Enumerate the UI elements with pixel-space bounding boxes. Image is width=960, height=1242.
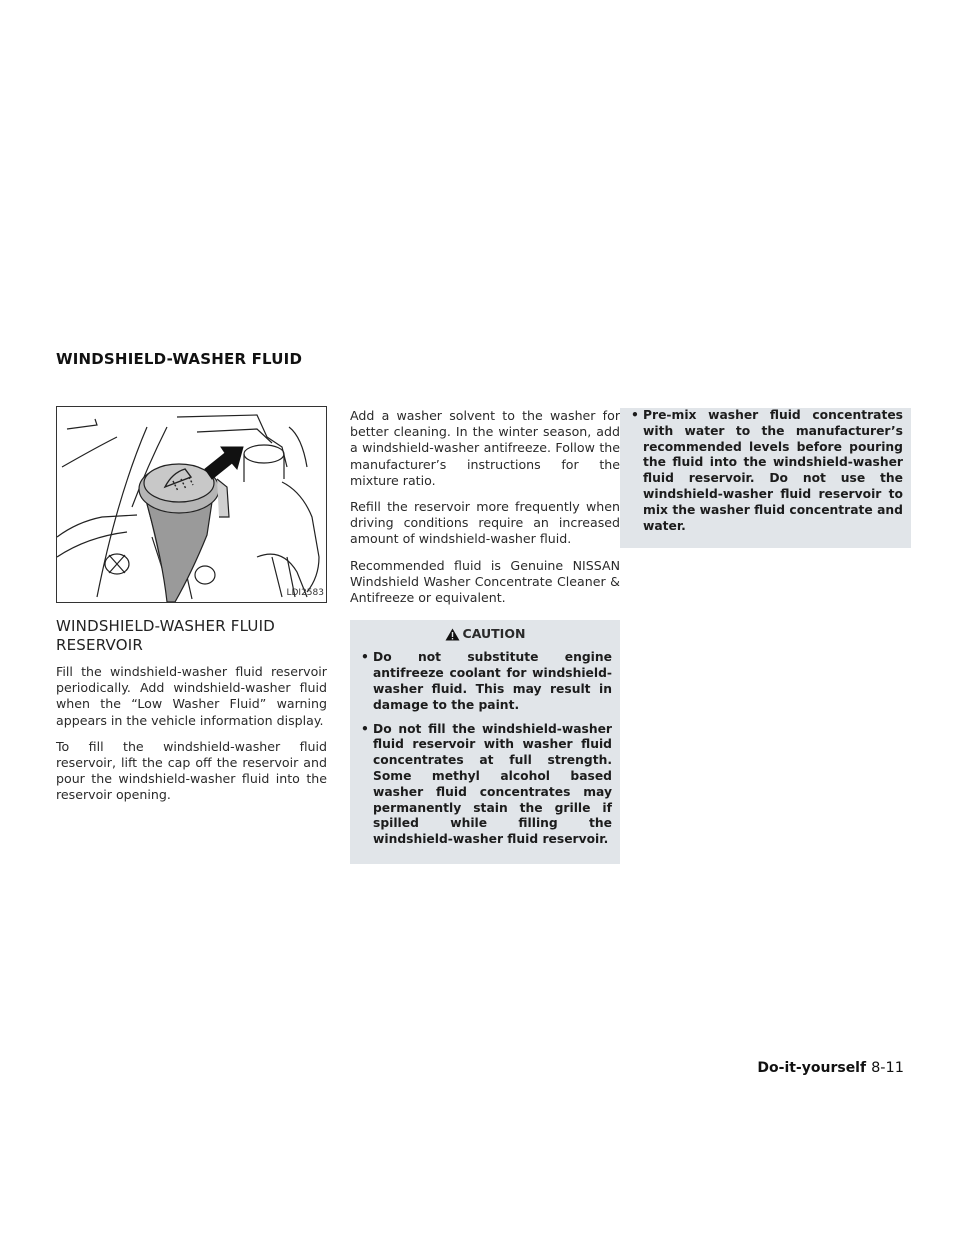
figure-label: LDI2583 (286, 587, 324, 598)
subheading: WINDSHIELD-WASHER FLUID RESERVOIR (56, 617, 275, 654)
column-1 (56, 406, 327, 814)
page-number: 8-11 (871, 1060, 904, 1076)
caution-continuation (620, 408, 911, 548)
caution-title: CAUTION (462, 626, 526, 642)
paragraph: Add a washer solvent to the washer for better cleaning. In the winter season, add a windshield-washer antifreeze. Follow the manufacturer’s instructions for the mixture ratio. (350, 408, 620, 488)
caution-item: • Pre-mix washer fluid concentrates with water to the manufacturer’s recommended levels before pouring the fluid into the windshield-washer fluid reservoir. Do not use the windshield-washer fluid reservoir to mix the washer fluid concentrate and water. (628, 408, 903, 534)
paragraph: Refill the reservoir more frequently when driving conditions require an increased amount of windshield-washer fluid. (350, 499, 620, 547)
reservoir-illustration (56, 406, 327, 603)
reservoir-drawing (57, 407, 326, 602)
caution-box (350, 620, 620, 864)
caution-header (358, 626, 612, 642)
caution-item: • Do not substitute engine antifreeze coolant for windshield-washer fluid. This may result in damage to the paint. (358, 650, 612, 713)
paragraph: To fill the windshield-washer fluid reservoir, lift the cap off the reservoir and pour the windshield-washer fluid into the reservoir opening. (56, 738, 327, 803)
caution-item: • Do not fill the windshield-washer fluid reservoir with washer fluid concentrates at full strength. Some methyl alcohol based washer fluid concentrates may permanently stain the grille if spilled while filling the windshield-washer fluid reservoir. (358, 722, 612, 848)
column-2 (350, 408, 620, 864)
column-3 (620, 408, 911, 548)
paragraph: Recommended fluid is Genuine NISSAN Windshield Washer Concentrate Cleaner & Antifreeze or equivalent. (350, 557, 620, 606)
paragraph: Fill the windshield-washer fluid reservoir periodically. Add windshield-washer fluid when the “Low Washer Fluid” warning appears in the vehicle information display. (56, 664, 327, 728)
caution-list (358, 650, 612, 848)
caution-list-continued (628, 408, 903, 534)
section-title: WINDSHIELD-WASHER FLUID (56, 350, 303, 368)
chapter-name: Do-it-yourself (757, 1060, 867, 1076)
warning-triangle-icon (445, 628, 460, 641)
page-footer (757, 1060, 904, 1076)
